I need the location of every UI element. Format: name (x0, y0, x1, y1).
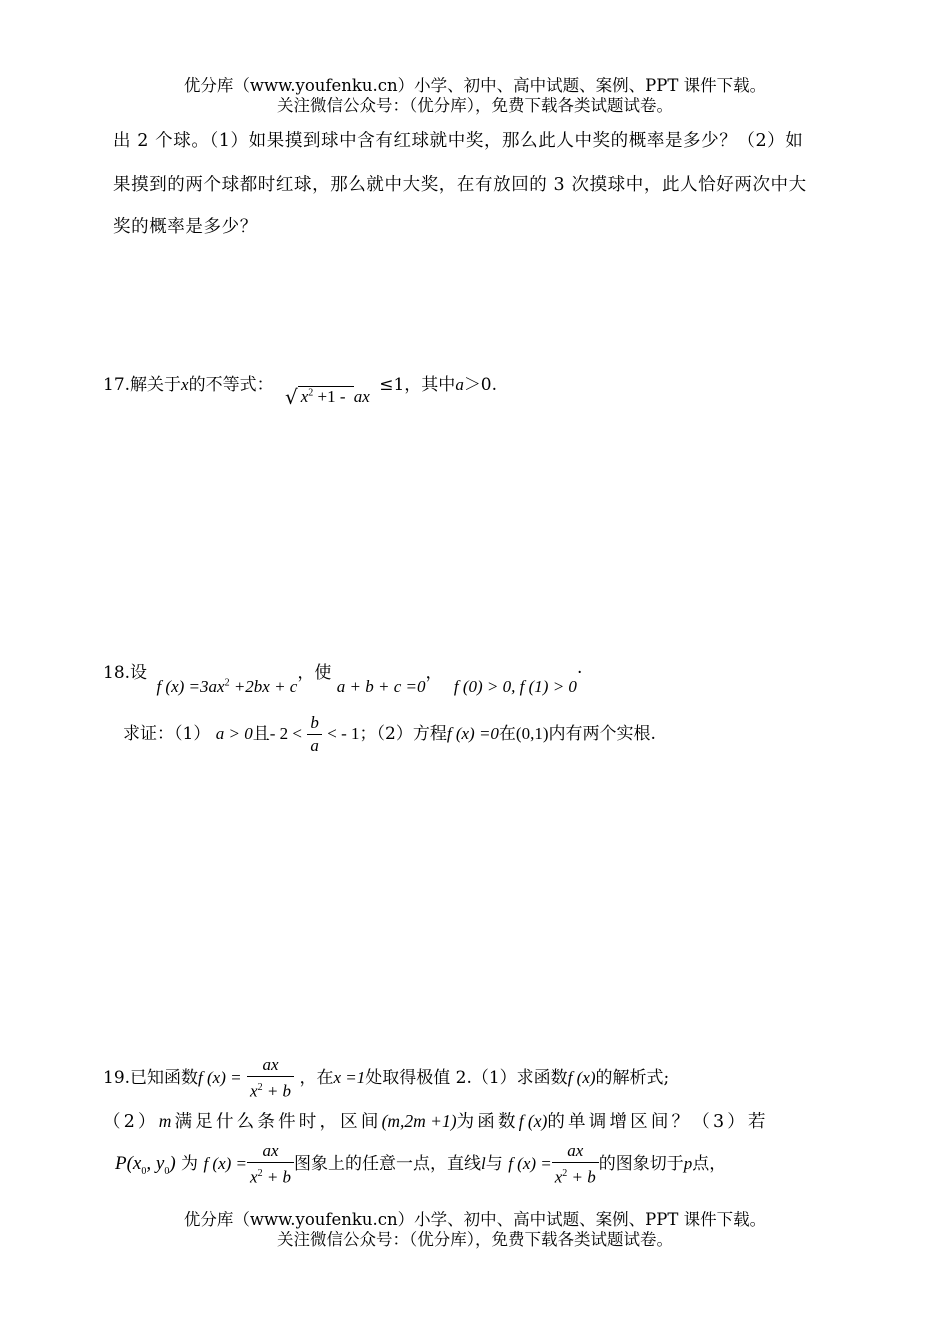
q19-l: l (481, 1153, 486, 1173)
q19-P-a: P(x (115, 1152, 142, 1174)
q18-dot: · (576, 663, 583, 683)
q18-tail: 内有两个实根. (548, 724, 656, 744)
q19-part1: 处取得极值 2.（1）求函数 (365, 1067, 568, 1088)
q17 (103, 370, 498, 409)
q19-p: p (683, 1153, 693, 1173)
q18-interval: (0,1) (515, 724, 549, 743)
q19-line2-c: 为函数 (456, 1112, 519, 1132)
q16-line-1: 出 2 个球。（1）如果摸到球中含有红球就中奖，那么此人中奖的概率是多少？（2）如 (113, 131, 804, 151)
q19-fraction-2 (247, 1140, 294, 1189)
q19-frac2-den-exp: 2 (257, 1168, 263, 1179)
q19-P-sub0: 0 (141, 1165, 147, 1177)
q19-line3-b: 图象上的任意一点，直线 (294, 1153, 482, 1174)
q18-ineq-left: - 2 < (269, 724, 302, 743)
q19-line-2 (103, 1108, 769, 1133)
q17-var-x: x (181, 375, 189, 394)
q19-P-sub0b: 0 (164, 1165, 170, 1177)
q19-line-1 (103, 1054, 669, 1103)
q19-line3-d: 的图象切于 (598, 1153, 684, 1174)
q19-line2-a: （2） (103, 1112, 159, 1132)
q19-fx: f (x) (567, 1067, 596, 1087)
header-line-2: 关注微信公众号：（优分库），免费下载各类试题试卷。 (277, 96, 673, 115)
q19-line2-d: 的单调增区间？（3）若 (547, 1112, 769, 1132)
q17-prefix: 17.解关于 (103, 375, 182, 395)
footer-line-1: 优分库（www.youfenku.cn）小学、初中、高中试题、案例、PPT 课件下载。 (183, 1210, 767, 1229)
q19-prefix: 19.已知函数 (103, 1067, 199, 1088)
q19-frac1-den-x: x (250, 1081, 258, 1101)
q18-fx (156, 677, 297, 696)
q17-radicand-x: x (300, 387, 309, 406)
q18-fx-a: f (x) =3ax (156, 677, 225, 696)
q18-line-1 (103, 658, 583, 696)
q19-frac3-num: ax (567, 1141, 584, 1160)
q18-prefix: 18.设 (103, 663, 148, 683)
q19-frac3-den-rest: + b (567, 1167, 596, 1187)
q18-a-pos: a > 0 (215, 724, 253, 743)
q17-cond: ＞0. (463, 375, 498, 395)
q19-line3-f: f (x) = (203, 1153, 248, 1173)
q19-frac2-den-rest: + b (262, 1167, 292, 1187)
q18-frac-den: a (307, 734, 322, 757)
q19-comma: ，在 (299, 1067, 334, 1088)
q17-mid: 的不等式： (188, 375, 274, 395)
q19-line3-f2: f (x) = (508, 1153, 552, 1173)
q18-frac-num: b (310, 713, 319, 732)
q19-frac1-den-exp: 2 (257, 1082, 263, 1093)
q19-line-3 (115, 1140, 726, 1189)
q18-cond2: f (0) > 0, f (1) > 0 (453, 677, 577, 696)
q18-fx-rest: +2bx + c (229, 677, 298, 696)
header-line-1: 优分库（www.youfenku.cn）小学、初中、高中试题、案例、PPT 课件下载。 (183, 76, 767, 95)
q19-P-end: ) (169, 1152, 176, 1174)
q19-frac1-num: ax (262, 1055, 279, 1074)
q17-radicand-rest: +1 - (313, 387, 350, 406)
q18-and: 且 (252, 724, 270, 744)
q18-in: 在 (498, 724, 516, 744)
q18-ineq-right: < - 1 (327, 724, 360, 743)
q19-line3-c: 与 (485, 1153, 503, 1174)
q18-fx-exp: 2 (224, 677, 230, 689)
q19-frac3-den-x: x (554, 1167, 563, 1187)
q19-point-P (115, 1152, 176, 1177)
q17-leq: ≤1，其中 (379, 375, 456, 395)
q18-prove: 求证：（1） (123, 724, 211, 744)
q18-fraction (307, 712, 322, 757)
q18-cond1: a + b + c =0 (336, 677, 426, 696)
q19-line2-b: 满足什么条件时，区间 (174, 1112, 382, 1132)
q18-comma1: ，使 (297, 663, 332, 683)
q17-radicand-exp: 2 (308, 387, 314, 399)
q19-part1-end: 的解析式; (595, 1067, 670, 1088)
q16-line-3: 奖的概率是多少？ (113, 217, 258, 237)
q18-eq: f (x) =0 (446, 724, 499, 743)
q19-frac1-den-rest: + b (262, 1081, 292, 1101)
q16-line-2: 果摸到的两个球都时红球，那么就中大奖，在有放回的 3 次摸球中，此人恰好两次中大 (113, 175, 807, 195)
q19-fraction-1 (247, 1054, 294, 1103)
q19-frac3-den-exp: 2 (562, 1168, 568, 1179)
q17-sqrt-expression: √ $x^2 +1$ - ax (285, 385, 370, 409)
q19-P-mid: , y (146, 1152, 165, 1174)
q18-semi: ；（2）方程 (359, 724, 447, 744)
q18-line-2 (123, 712, 656, 757)
q19-interval: (m,2m +1) (381, 1111, 457, 1131)
q19-line3-e: 点， (692, 1153, 727, 1174)
q19-frac2-den-x: x (250, 1167, 258, 1187)
q17-var-a: a (455, 375, 464, 394)
q19-m: m (158, 1111, 175, 1131)
q17-ax: ax (353, 387, 370, 406)
q18-comma2: ， (425, 663, 443, 683)
q19-f1: f (x) = (198, 1067, 242, 1087)
q19-frac2-num: ax (262, 1141, 279, 1160)
q19-line3-a: 为 (181, 1153, 199, 1174)
q19-x-eq: x =1 (333, 1067, 366, 1087)
q19-line2-fx: f (x) (518, 1111, 548, 1131)
q19-fraction-3 (552, 1140, 599, 1189)
footer-line-2: 关注微信公众号：（优分库），免费下载各类试题试卷。 (277, 1230, 673, 1249)
